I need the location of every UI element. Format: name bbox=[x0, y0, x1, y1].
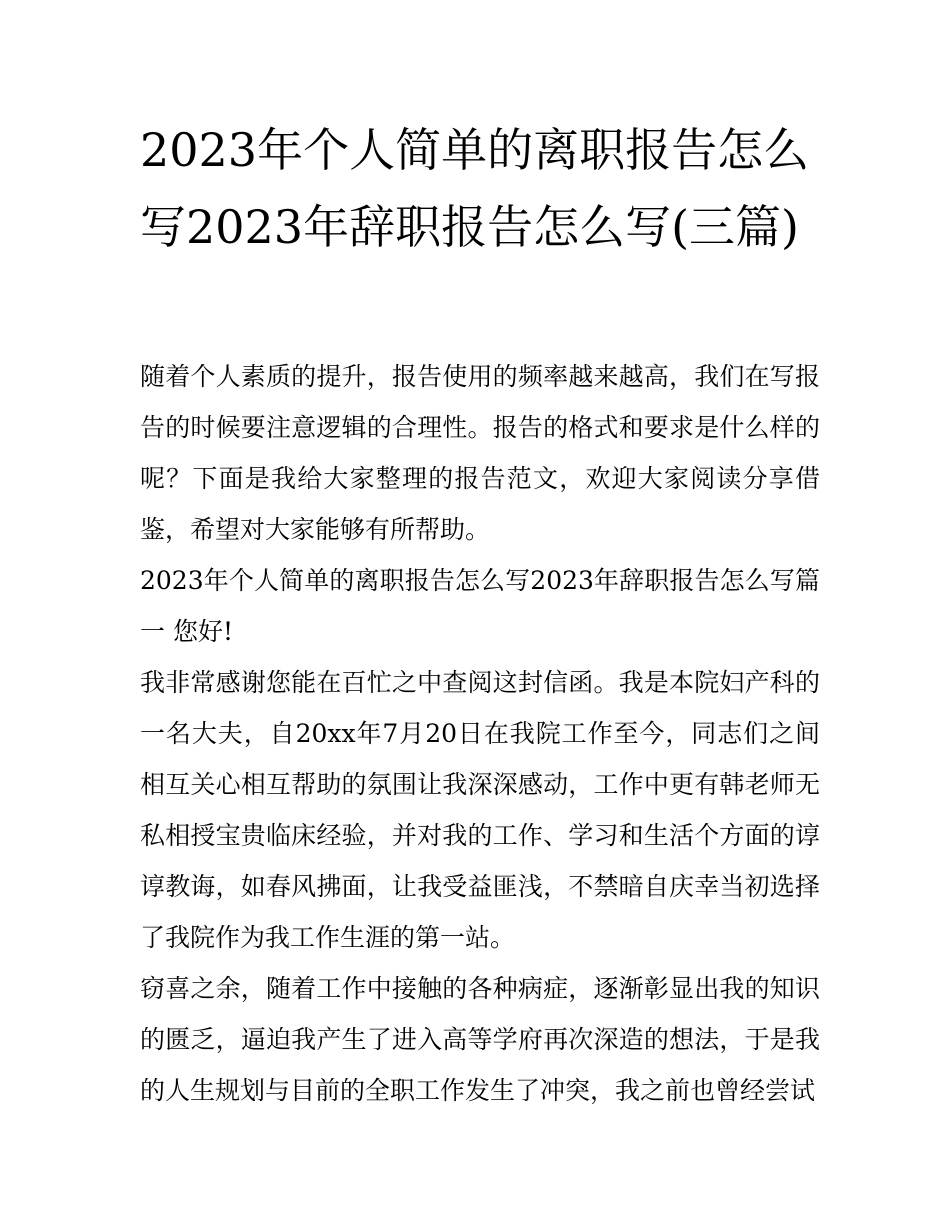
document-body bbox=[140, 351, 820, 1116]
section-heading-paragraph: 2023年个人简单的离职报告怎么写2023年辞职报告怎么写篇一 您好! bbox=[140, 566, 820, 646]
body-paragraph-1: 我非常感谢您能在百忙之中查阅这封信函。我是本院妇产科的一名大夫，自20xx年7月20日在我院工作至今，同志们之间相互关心相互帮助的氛围让我深深感动，工作中更有韩老师无私相授宝贵临床经验，并对我的工作、学习和生活个方面的谆谆教诲，如春风拂面，让我受益匪浅，不禁暗自庆幸当初选择了我院作为我工作生涯的第一站。 bbox=[140, 668, 820, 952]
document-title: 2023年个人简单的离职报告怎么写2023年辞职报告怎么写(三篇) bbox=[140, 123, 810, 254]
intro-paragraph: 随着个人素质的提升，报告使用的频率越来越高，我们在写报告的时候要注意逻辑的合理性。报告的格式和要求是什么样的呢？下面是我给大家整理的报告范文，欢迎大家阅读分享借鉴，希望对大家能够有所帮助。 bbox=[140, 362, 820, 544]
body-paragraph-2: 窃喜之余，随着工作中接触的各种病症，逐渐彰显出我的知识的匮乏，逼迫我产生了进入高等学府再次深造的想法，于是我的人生规划与目前的全职工作发生了冲突，我之前也曾经尝试 bbox=[140, 974, 820, 1105]
